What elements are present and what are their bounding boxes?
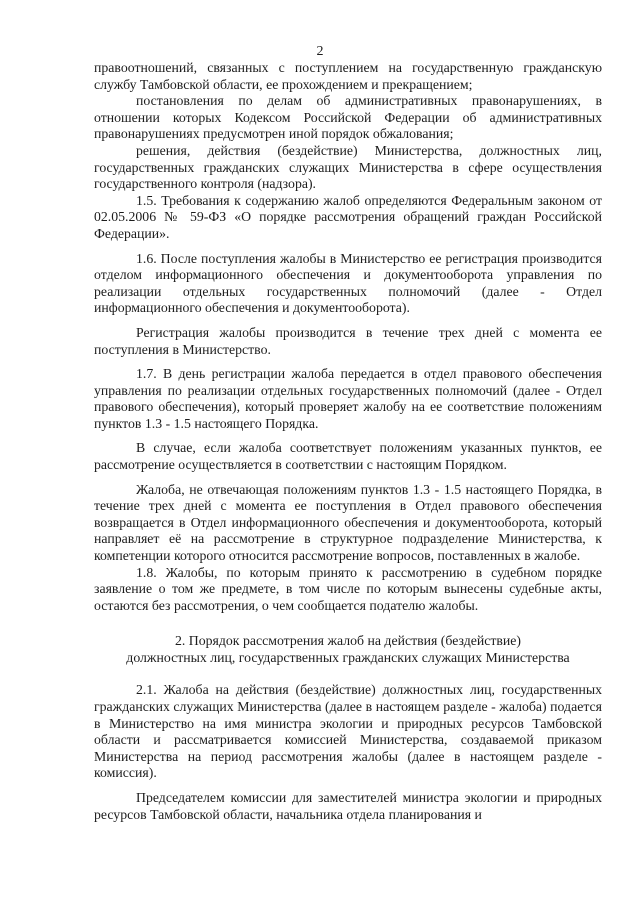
section-heading [94,632,602,666]
paragraph: 1.5. Требования к содержанию жалоб определяются Федеральным законом от 02.05.2006 № 59-ФЗ «О порядке рассмотрения обращений граждан Российской Федерации». [94,192,602,241]
paragraph: 2.1. Жалоба на действия (бездействие) должностных лиц, государственных гражданских служащих Министерства (далее в настоящем разделе - жалоба) подается в Министерство на имя министра экологии и природных ресурсов Тамбовской области и рассматривается комиссией Министерства, создаваемой приказом Министерства на период рассмотрения жалобы (далее в настоящем разделе - комиссия). [94,682,602,781]
paragraph: Председателем комиссии для заместителей министра экологии и природных ресурсов Тамбовской области, начальника отдела планирования и [94,789,602,822]
paragraph: 1.8. Жалобы, по которым принято к рассмотрению в судебном порядке заявление о том же предмете, в том числе по которым вынесены судебные акты, остаются без рассмотрения, о чем сообщается подателю жалобы. [94,564,602,613]
paragraph: 1.6. После поступления жалобы в Министерство ее регистрация производится отделом информационного обеспечения и документооборота управления по реализации отдельных государственных полномочий (далее - Отдел информационного обеспечения и документооборота). [94,250,602,316]
paragraph: решения, действия (бездействие) Министерства, должностных лиц, государственных гражданских служащих Министерства в сфере осуществления государственного контроля (надзора). [94,142,602,192]
document-body [94,60,602,823]
page-number: 2 [316,44,324,59]
section-1-continuation [94,60,602,614]
paragraph: Регистрация жалобы производится в течение трех дней с момента ее поступления в Министерство. [94,324,602,357]
paragraph: правоотношений, связанных с поступлением на государственную гражданскую службу Тамбовской области, ее прохождением и прекращением; [94,60,602,92]
paragraph: 1.7. В день регистрации жалоба передается в отдел правового обеспечения управления по реализации отдельных государственных полномочий (далее - Отдел правового обеспечения), который проверяет жалобу на ее соответствие положениям пунктов 1.3 - 1.5 настоящего Порядка. [94,366,602,431]
paragraph: постановления по делам об административных правонарушениях, в отношении которых Кодексом Российской Федерации об административных правонарушениях предусмотрен иной порядок обжалования; [94,93,602,142]
paragraph: Жалоба, не отвечающая положениям пунктов 1.3 - 1.5 настоящего Порядка, в течение трех дней с момента ее поступления в Отдел правового обеспечения возвращается в Отдел информационного обеспечения и документооборота, который направляет её на рассмотрение в структурное подразделение Министерства, к компетенции которого относится рассмотрение вопросов, поставленных в жалобе. [94,481,602,564]
section-2-body [94,682,602,823]
section-heading-line-2: должностных лиц, государственных гражданских служащих Министерства [126,650,570,666]
section-heading-line-1: 2. Порядок рассмотрения жалоб на действия (бездействие) [174,633,522,649]
paragraph: В случае, если жалоба соответствует положениям указанных пунктов, ее рассмотрение осуществляется в соответствии с настоящим Порядком. [94,440,602,473]
